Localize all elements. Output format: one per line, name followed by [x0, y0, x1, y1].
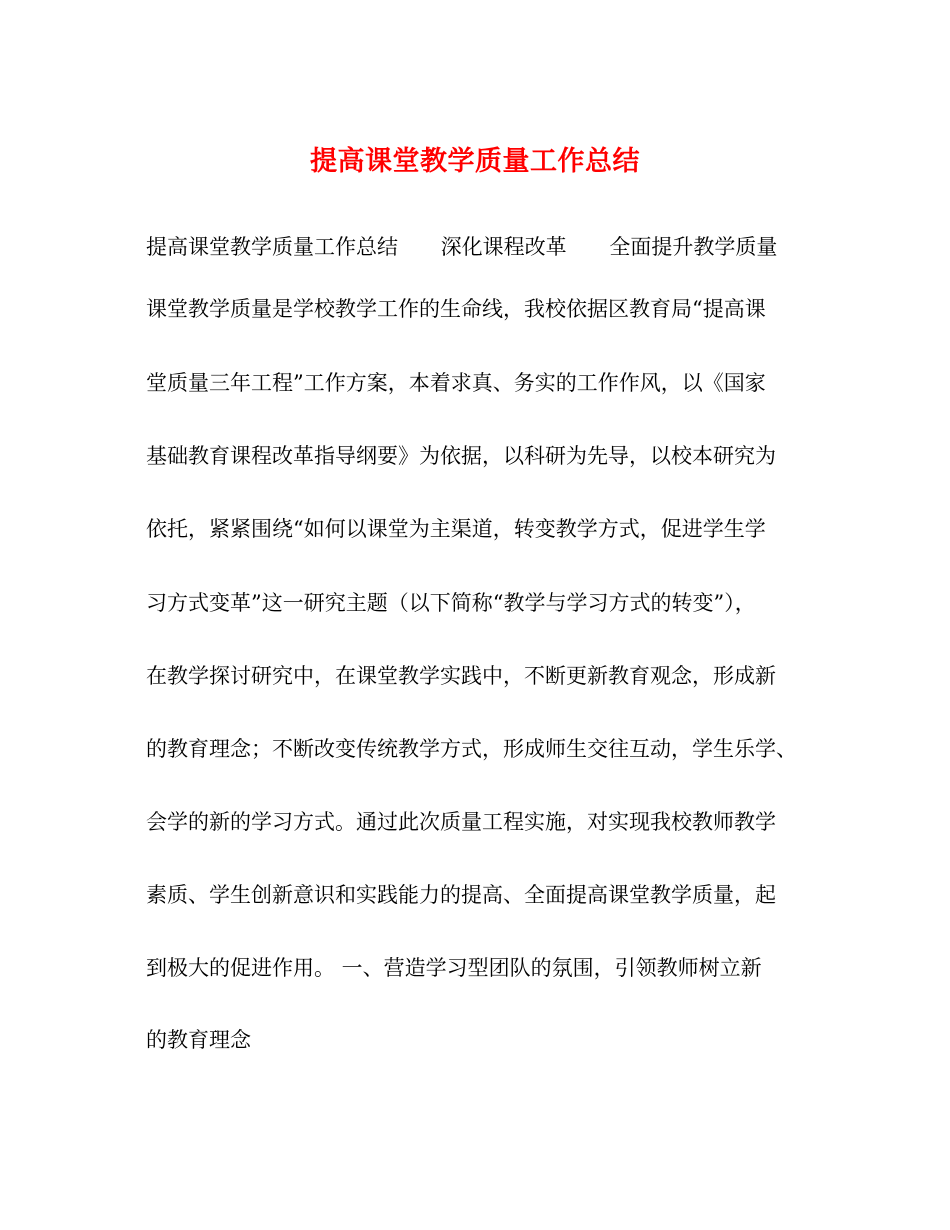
- body-text-line: 的教育理念；不断改变传统教学方式，形成师生交往互动，学生乐学、: [146, 737, 797, 761]
- body-text-line: 课堂教学质量是学校教学工作的生命线，我校依据区教育局“提高课: [146, 297, 766, 321]
- body-text-line: 的教育理念: [146, 1028, 251, 1052]
- subtitle-line: [146, 232, 826, 262]
- subtitle-part: 深化课程改革: [440, 235, 567, 259]
- body-text-line: 基础教育课程改革指导纲要》为依据，以科研为先导，以校本研究为: [146, 444, 776, 468]
- body-text-line: 习方式变革”这一研究主题（以下简称“教学与学习方式的转变”），: [146, 591, 756, 615]
- subtitle-part: 全面提升教学质量: [609, 235, 778, 259]
- body-text-line: 素质、学生创新意识和实践能力的提高、全面提高课堂教学质量，起: [146, 883, 776, 907]
- document-title: 提高课堂教学质量工作总结: [310, 146, 640, 177]
- body-text-line: 在教学探讨研究中，在课堂教学实践中，不断更新教育观念，形成新: [146, 664, 776, 688]
- body-text-line: 到极大的促进作用。 一、营造学习型团队的氛围，引领教师树立新: [146, 956, 762, 980]
- subtitle-part: 提高课堂教学质量工作总结: [146, 235, 398, 259]
- body-text-line: 堂质量三年工程”工作方案，本着求真、务实的工作作风，以《国家: [146, 371, 766, 395]
- body-text-line: 依托，紧紧围绕“如何以课堂为主渠道，转变教学方式，促进学生学: [146, 517, 766, 541]
- body-text-line: 会学的新的学习方式。通过此次质量工程实施，对实现我校教师教学: [146, 810, 776, 834]
